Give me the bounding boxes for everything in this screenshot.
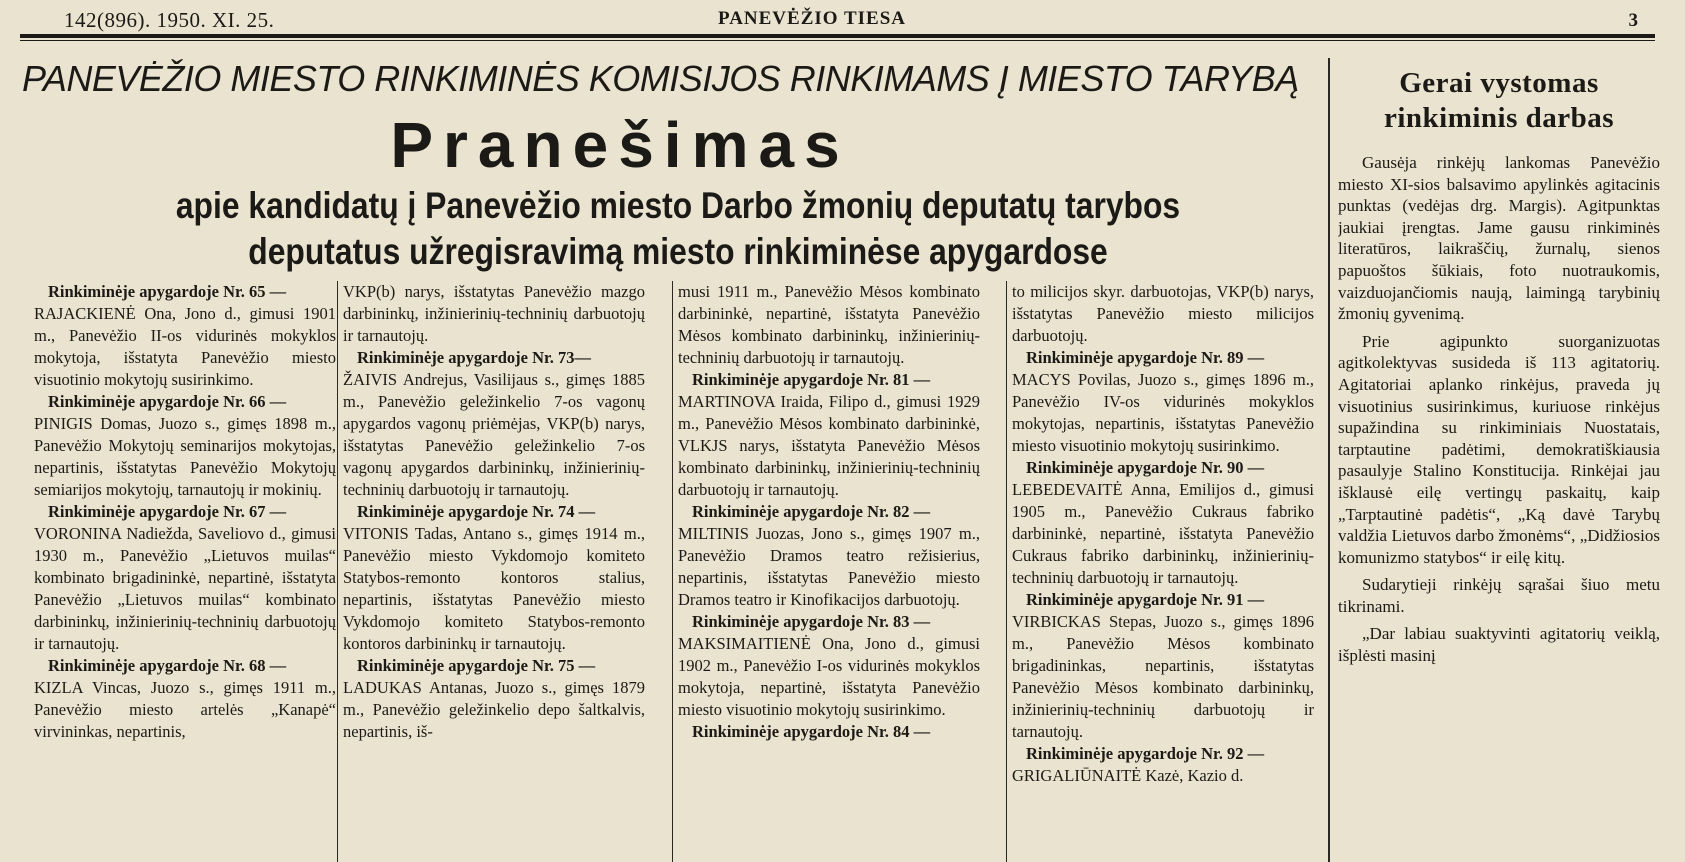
entry-body: ŽAIVIS Andrejus, Vasilijaus s., gimęs 1885 m., Panevėžio geležinkelio 7-os vagonų apygardos vagonų priėmėjas, VKP(b) narys, išstatytas Panevėžio geležinkelio 7-os vagonų apygardos darbininkų, inžinierinių-techninių darbuotojų ir tarnautojų. bbox=[343, 370, 645, 499]
entry-body: KIZLA Vincas, Juozo s., gimęs 1911 m., Panevėžio miesto artelės „Kanapė“ virvininkas, nepartinis, bbox=[34, 678, 336, 741]
entry-heading: Rinkiminėje apygardoje Nr. 75 — bbox=[357, 656, 596, 675]
sidebar-title bbox=[1338, 66, 1660, 136]
entry-heading: Rinkiminėje apygardoje Nr. 84 — bbox=[692, 722, 931, 741]
article-subhead bbox=[119, 183, 1237, 275]
entry-heading: Rinkiminėje apygardoje Nr. 66 — bbox=[48, 392, 287, 411]
entry-body: LEBEDEVAITĖ Anna, Emilijos d., gimusi 1905 m., Panevėžio Cukraus fabriko darbininkė, nepartinė, išstatyta Panevėžio Cukraus fabriko darbininkų, inžinierinių-techninių darbuotojų ir tarnautojų. bbox=[1012, 480, 1314, 587]
entry-body: musi 1911 m., Panevėžio Mėsos kombinato darbininkė, nepartinė, išstatyta Panevėžio Mėsos kombinato darbininkų, inžinierinių-techninių darbuotojų ir tarnautojų. bbox=[678, 282, 980, 367]
entry-heading: Rinkiminėje apygardoje Nr. 65 — bbox=[48, 282, 287, 301]
article-headline: Pranešimas bbox=[390, 109, 850, 181]
masthead-rule-thin bbox=[20, 40, 1655, 41]
sidebar-title-line-1: Gerai vystomas bbox=[1399, 67, 1599, 99]
entry-heading: Rinkiminėje apygardoje Nr. 82 — bbox=[692, 502, 931, 521]
entry-body: VORONINA Nadiežda, Saveliovo d., gimusi 1930 m., Panevėžio „Lietuvos muilas“ kombinato brigadininkė, nepartinė, išstatyta Panevėžio „Lietuvos muilas“ kombinato darbininkų, inžinierinių-techninių darbuotojų ir tarnautojų. bbox=[34, 524, 336, 653]
entry-body: RAJACKIENĖ Ona, Jono d., gimusi 1901 m., Panevėžio II-os vidurinės mokyklos mokytoja, išstatyta Panevėžio miesto visuotinio mokytojų susirinkimo. bbox=[34, 304, 336, 389]
masthead-rule bbox=[20, 34, 1655, 38]
text-column-2 bbox=[343, 281, 645, 862]
issue-date: 142(896). 1950. XI. 25. bbox=[64, 8, 275, 32]
text-column-3 bbox=[678, 281, 980, 862]
entry-heading: Rinkiminėje apygardoje Nr. 92 — bbox=[1026, 744, 1265, 763]
entry-body: MAKSIMAITIENĖ Ona, Jono d., gimusi 1902 m., Panevėžio I-os vidurinės mokyklos mokytoja, nepartinė, išstatyta Panevėžio miesto visuotinio mokytojų susirinkimo. bbox=[678, 634, 980, 719]
entry-body: PINIGIS Domas, Juozo s., gimęs 1898 m., Panevėžio Mokytojų seminarijos mokytojas, nepartinis, išstatytas Panevėžio Mokytojų semiarijos mokytojų, tarnautojų ir mokinių. bbox=[34, 414, 336, 499]
entry-body: MARTINOVA Iraida, Filipo d., gimusi 1929 m., Panevėžio Mėsos kombinato darbininkė, VLKJS narys, išstatyta Panevėžio Mėsos kombinato darbininkų, inžinierinių-techninių darbuotojų ir tarnautojų. bbox=[678, 392, 980, 499]
entry-heading: Rinkiminėje apygardoje Nr. 68 — bbox=[48, 656, 287, 675]
article-kicker: PANEVĖŽIO MIESTO RINKIMINĖS KOMISIJOS RINKIMAMS Į MIESTO TARYBĄ bbox=[22, 58, 1299, 99]
sidebar-paragraph: Sudarytieji rinkėjų sąrašai šiuo metu tikrinami. bbox=[1338, 575, 1660, 616]
sidebar-paragraph: Prie agipunkto suorganizuotas agitkolektyvas susideda iš 113 agitatorių. Agitatoriai aplanko rinkėjus, praveda jų visuotinius susirinkimus, kuriuose rinkėjus supažindina su rinkiminiais Nuostatais, tarptautine padėtimi, demokratiškiausia pasaulyje Stalino Konstitucija. Rinkėjai jau išklausė eilę vertingų paskaitų, kaip „Tarptautinė padėtis“, „Ką davė Tarybų valdžia Lietuvos darbo žmonėms“, „Didžiosios komunizmo statybos“ ir eilę kitų. bbox=[1338, 331, 1660, 567]
sidebar-article bbox=[1338, 64, 1660, 862]
entry-heading: Rinkiminėje apygardoje Nr. 91 — bbox=[1026, 590, 1265, 609]
entry-body: VKP(b) narys, išstatytas Panevėžio mazgo darbininkų, inžinierinių-techninių darbuotojų ir tarnautojų. bbox=[343, 282, 645, 345]
announcement-columns bbox=[30, 281, 1328, 862]
entry-heading: Rinkiminėje apygardoje Nr. 67 — bbox=[48, 502, 287, 521]
entry-body: VITONIS Tadas, Antano s., gimęs 1914 m., Panevėžio miesto Vykdomojo komiteto Statybos-remonto kontoros stalius, nepartinis, išstatytas Panevėžio miesto Vykdomojo komiteto Statybos-remonto kontoros darbininkų ir tarnautojų. bbox=[343, 524, 645, 653]
entry-heading: Rinkiminėje apygardoje Nr. 73— bbox=[357, 348, 592, 367]
page-number: 3 bbox=[1628, 10, 1638, 31]
text-column-4 bbox=[1012, 281, 1314, 862]
sidebar-paragraph: Gausėja rinkėjų lankomas Panevėžio miesto XI-sios balsavimo apylinkės agitacinis punktas (vedėjas drg. Margis). Agitpunktas jaukiai įrengtas. Jame gausu rinkiminės literatūros, laikraščių, žurnalų, sienos papuoštos šūkiais, foto nuotraukomis, vaizduojančiomis naują, laimingą tarybinių žmonių gyvenimą. bbox=[1338, 153, 1660, 324]
entry-body: LADUKAS Antanas, Juozo s., gimęs 1879 m., Panevėžio geležinkelio depo šaltkalvis, nepartinis, iš- bbox=[343, 678, 645, 741]
newspaper-name: PANEVĖŽIO TIESA bbox=[718, 8, 906, 29]
entry-body: VIRBICKAS Stepas, Juozo s., gimęs 1896 m., Panevėžio Mėsos kombinato brigadininkas, nepartinis, išstatytas Panevėžio Mėsos kombinato darbininkų, inžinierinių-techninių darbuotojų ir tarnautojų. bbox=[1012, 612, 1314, 741]
masthead bbox=[20, 6, 1660, 32]
entry-heading: Rinkiminėje apygardoje Nr. 81 — bbox=[692, 370, 931, 389]
subhead-line-1: apie kandidatų į Panevėžio miesto Darbo žmonių deputatų tarybos bbox=[175, 185, 1181, 226]
entry-body: GRIGALIŪNAITĖ Kazė, Kazio d. bbox=[1012, 766, 1244, 785]
sidebar-body bbox=[1338, 152, 1660, 667]
text-column-1 bbox=[34, 281, 336, 862]
sidebar-divider bbox=[1328, 58, 1330, 862]
entry-heading: Rinkiminėje apygardoje Nr. 89 — bbox=[1026, 348, 1265, 367]
entry-heading: Rinkiminėje apygardoje Nr. 90 — bbox=[1026, 458, 1265, 477]
entry-body: MACYS Povilas, Juozo s., gimęs 1896 m., Panevėžio IV-os vidurinės mokyklos mokytojas, nepartinis, išstatytas Panevėžio miesto visuotinio mokytojų susirinkimo. bbox=[1012, 370, 1314, 455]
entry-heading: Rinkiminėje apygardoje Nr. 74 — bbox=[357, 502, 596, 521]
subhead-line-2: deputatus užregisravimą miesto rinkiminėse apygardose bbox=[248, 231, 1108, 272]
entry-body: to milicijos skyr. darbuotojas, VKP(b) narys, išstatytas Panevėžio miesto milicijos darbuotojų. bbox=[1012, 282, 1314, 345]
sidebar-title-line-2: rinkiminis darbas bbox=[1383, 102, 1615, 134]
entry-body: MILTINIS Juozas, Jono s., gimęs 1907 m., Panevėžio Dramos teatro režisierius, nepartinis, išstatytas Panevėžio miesto Dramos teatro ir Kinofikacijos darbuotojų. bbox=[678, 524, 980, 609]
entry-heading: Rinkiminėje apygardoje Nr. 83 — bbox=[692, 612, 931, 631]
sidebar-paragraph: „Dar labiau suaktyvinti agitatorių veiklą, išplėsti masinį bbox=[1338, 624, 1660, 666]
